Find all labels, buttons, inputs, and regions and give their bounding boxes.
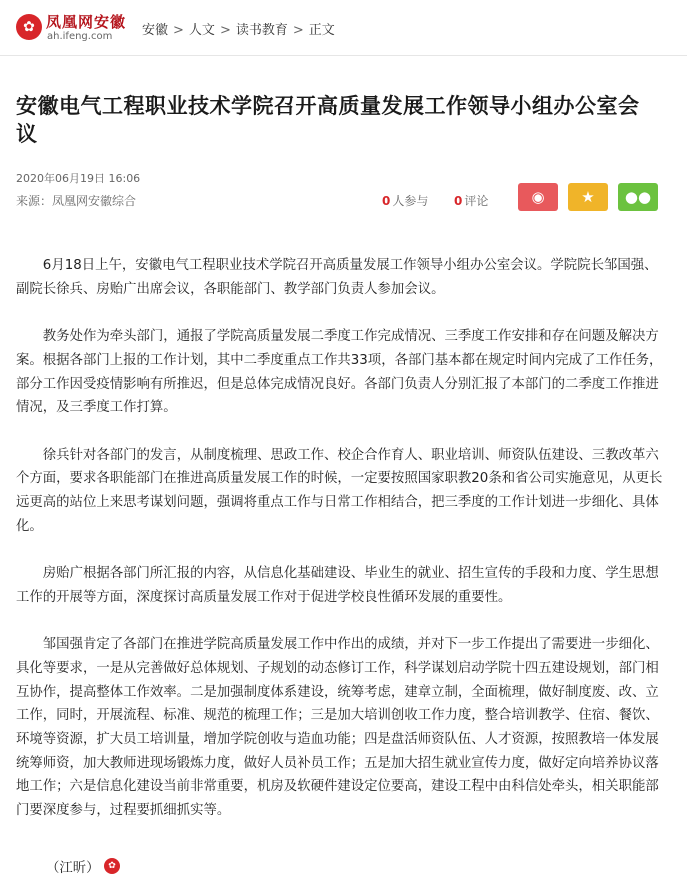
- participants-count: 0: [382, 194, 391, 208]
- participants-label: 人参与: [392, 194, 429, 208]
- logo-url: ah.ifeng.com: [47, 31, 113, 42]
- share-weibo-button[interactable]: [518, 183, 558, 211]
- comments-label: 评论: [464, 194, 489, 208]
- publish-date: 2020年06月19日 16:06: [16, 172, 141, 185]
- comments-count: 0: [454, 194, 463, 208]
- paragraph-1: 6月18日上午，安徽电气工程职业技术学院召开高质量发展工作领导小组办公室会议。学院院长邹国强、副院长徐兵、房贻广出席会议，各职能部门、教学部门负责人参加会议。: [16, 258, 658, 297]
- breadcrumb-current: 正文: [308, 23, 335, 38]
- share-wechat-button[interactable]: [618, 183, 658, 211]
- chevron-right-icon: >: [173, 23, 184, 38]
- site-logo[interactable]: [16, 11, 132, 45]
- paragraph-2: 教务处作为牵头部门，通报了学院高质量发展二季度工作完成情况、三季度工作安排和存在问题及解决方案。根据各部门上报的工作计划，其中二季度重点工作共33项，各部门基本都在规定时间内完成了工作任务，部分工作因受疫情影响有所推迟，但是总体完成情况良好。各部门负责人分别汇报了本部门的二季度工作推进情况，及三季度工作打算。: [16, 329, 663, 416]
- weibo-icon: ◉: [531, 188, 545, 206]
- participants-link[interactable]: [382, 192, 428, 209]
- site-header: [0, 0, 687, 56]
- favorite-button[interactable]: [568, 183, 608, 211]
- breadcrumb-culture[interactable]: 人文: [188, 23, 215, 38]
- ifeng-end-logo-icon: ✿: [104, 858, 120, 874]
- chevron-right-icon: >: [292, 23, 304, 38]
- star-icon: ★: [581, 188, 595, 206]
- article-author: （江昕）: [46, 861, 100, 876]
- chevron-right-icon: >: [219, 23, 231, 38]
- breadcrumb-anhui[interactable]: 安徽: [142, 23, 169, 38]
- paragraph-5: 邹国强肯定了各部门在推进学院高质量发展工作中作出的成绩，并对下一步工作提出了需要进一步细化、具化等要求，一是从完善做好总体规划、子规划的动态修订工作，科学谋划启动学院十四五建设规划，部门相互协作，提高整体工作效率。二是加强制度体系建设，统筹考虑，建章立制，全面梳理，做好制度废、改、立工作，同时，开展流程、标准、规范的梳理工作；三是加大培训创收工作力度，整合培训教学、住宿、餐饮、环境等资源，扩大员工培训量，增加学院创收与造血功能；四是盘活师资队伍、人才资源，按照教培一体发展统筹师资，加大教师进现场锻炼力度，做好人员补员工作；五是加大招生就业宣传力度，做好定向培养协议落地工作；六是信息化建设当前非常重要，机房及软硬件建设定位要高，建设工程中由科信处牵头，相关职能部门要深度参与，过程要抓细抓实等。: [16, 637, 659, 819]
- article-title: 安徽电气工程职业技术学院召开高质量发展工作领导小组办公室会议: [16, 93, 640, 146]
- breadcrumb: [142, 19, 335, 38]
- breadcrumb-education[interactable]: 读书教育: [235, 23, 288, 38]
- logo-name: 凤凰网安徽: [46, 13, 127, 31]
- wechat-icon: ●●: [624, 188, 652, 206]
- ifeng-logo-icon: ✿: [16, 14, 42, 40]
- paragraph-3: 徐兵针对各部门的发言，从制度梳理、思政工作、校企合作育人、职业培训、师资队伍建设、三教改革六个方面，要求各职能部门在推进高质量发展工作的时候，一定要按照国家职教20条和省公司实施意见，从更长远更高的站位上来思考谋划问题，强调将重点工作与日常工作相结合，把三季度的工作计划进一步细化、具体化。: [16, 447, 663, 534]
- article-source: 来源：凤凰网安徽综合: [16, 194, 137, 208]
- article-body: [16, 254, 668, 847]
- comments-link[interactable]: [454, 192, 488, 209]
- paragraph-4: 房贻广根据各部门所汇报的内容，从信息化基础建设、毕业生的就业、招生宣传的手段和力度、学生思想工作的开展等方面，深度探讨高质量发展工作对于促进学校良性循环发展的重要性。: [16, 566, 659, 605]
